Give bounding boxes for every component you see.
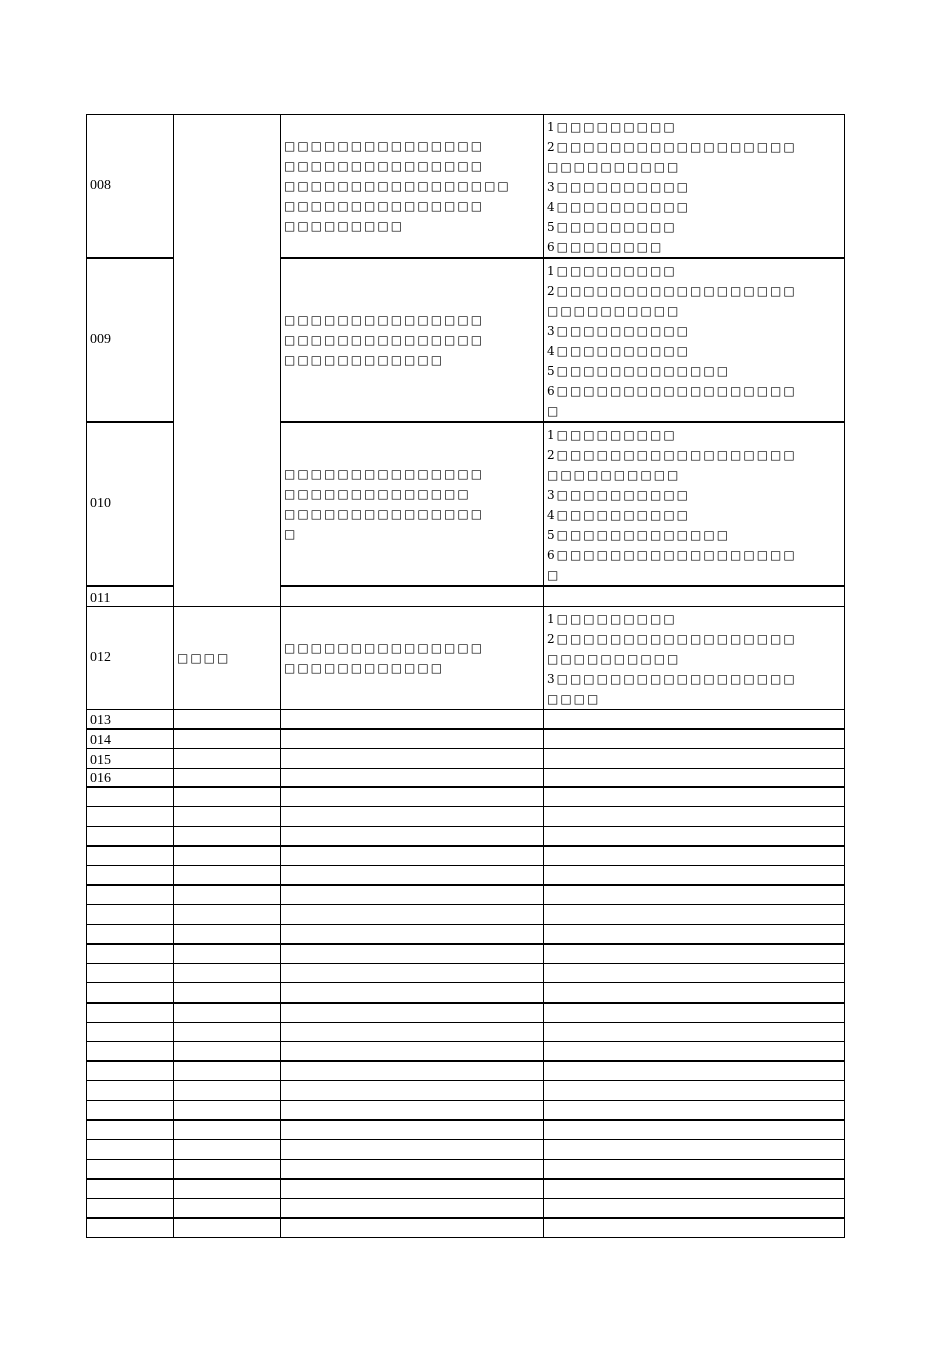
empty-cell xyxy=(174,846,281,866)
category-cell xyxy=(174,709,281,729)
step-line: □□□□□□□□□□ xyxy=(547,304,681,318)
description-line: □□□□□□□□□□□□□□□ xyxy=(284,199,485,213)
empty-cell xyxy=(544,1003,845,1023)
empty-cell xyxy=(174,1140,281,1160)
case-id-cell: 016 xyxy=(87,768,174,787)
description-line: □□□□□□□□□□□□□□□ xyxy=(284,640,485,655)
empty-table-row xyxy=(87,1081,845,1101)
empty-cell xyxy=(174,1179,281,1199)
description-cell xyxy=(281,115,544,259)
step-line: 4□□□□□□□□□□ xyxy=(547,508,691,522)
description-line: □□□□□□□□□ xyxy=(284,219,405,233)
empty-cell xyxy=(174,944,281,964)
empty-cell xyxy=(281,1022,544,1042)
description-cell xyxy=(281,748,544,768)
step-line: □□□□□□□□□□ xyxy=(547,651,681,666)
table-row xyxy=(87,115,845,259)
empty-table-row xyxy=(87,1042,845,1062)
description-cell xyxy=(281,258,544,422)
step-line: 4□□□□□□□□□□ xyxy=(547,200,691,214)
table-body xyxy=(87,115,845,1238)
step-line: 5□□□□□□□□□ xyxy=(547,220,677,234)
description-line: □ xyxy=(284,527,298,541)
step-line: □ xyxy=(547,404,561,418)
step-line: 2□□□□□□□□□□□□□□□□□□ xyxy=(547,284,797,298)
step-line: 1□□□□□□□□□ xyxy=(547,428,677,442)
category-merged-cell xyxy=(174,115,281,607)
empty-cell xyxy=(544,1120,845,1140)
description-cell xyxy=(281,709,544,729)
empty-cell xyxy=(544,1042,845,1062)
empty-table-row xyxy=(87,865,845,885)
step-line: 1□□□□□□□□□ xyxy=(547,611,677,626)
description-line: □□□□□□□□□□□□□□□□□ xyxy=(284,179,511,193)
empty-cell xyxy=(87,1061,174,1081)
empty-cell xyxy=(174,1101,281,1121)
empty-cell xyxy=(174,905,281,925)
steps-cell xyxy=(544,586,845,606)
empty-cell xyxy=(544,1198,845,1218)
empty-table-row xyxy=(87,826,845,846)
empty-cell xyxy=(281,1061,544,1081)
empty-table-row xyxy=(87,787,845,807)
empty-cell xyxy=(281,1120,544,1140)
empty-table-row xyxy=(87,846,845,866)
category-cell xyxy=(174,768,281,787)
empty-table-row xyxy=(87,885,845,905)
empty-table-row xyxy=(87,1140,845,1160)
empty-cell xyxy=(281,1003,544,1023)
empty-table-row xyxy=(87,1061,845,1081)
step-line: 4□□□□□□□□□□ xyxy=(547,344,691,358)
steps-cell xyxy=(544,115,845,259)
empty-cell xyxy=(281,1042,544,1062)
empty-cell xyxy=(87,944,174,964)
empty-cell xyxy=(544,944,845,964)
case-id-cell: 009 xyxy=(87,258,174,422)
step-line: 3□□□□□□□□□□ xyxy=(547,488,691,502)
empty-cell xyxy=(87,1198,174,1218)
description-line: □□□□□□□□□□□□□□□ xyxy=(284,507,485,521)
empty-cell xyxy=(174,1022,281,1042)
test-case-table xyxy=(86,114,845,1238)
empty-cell xyxy=(87,1218,174,1238)
step-line: 6□□□□□□□□□□□□□□□□□□ xyxy=(547,384,797,398)
empty-cell xyxy=(544,787,845,807)
empty-cell xyxy=(87,846,174,866)
empty-cell xyxy=(281,807,544,827)
case-id-cell: 010 xyxy=(87,422,174,586)
case-id-cell: 012 xyxy=(87,606,174,709)
table-row xyxy=(87,768,845,787)
table-row xyxy=(87,729,845,748)
empty-cell xyxy=(544,1081,845,1101)
step-line: 2□□□□□□□□□□□□□□□□□□ xyxy=(547,631,797,646)
description-cell xyxy=(281,606,544,709)
case-id-cell: 008 xyxy=(87,115,174,259)
step-line: 2□□□□□□□□□□□□□□□□□□ xyxy=(547,140,797,154)
empty-table-row xyxy=(87,924,845,944)
step-line: 3□□□□□□□□□□ xyxy=(547,180,691,194)
empty-cell xyxy=(87,1179,174,1199)
empty-cell xyxy=(544,1179,845,1199)
category-cell xyxy=(174,748,281,768)
empty-cell xyxy=(174,1081,281,1101)
empty-cell xyxy=(281,944,544,964)
empty-cell xyxy=(544,1022,845,1042)
case-id-cell: 013 xyxy=(87,709,174,729)
step-line: 1□□□□□□□□□ xyxy=(547,120,677,134)
table-row xyxy=(87,709,845,729)
step-line: □□□□ xyxy=(547,691,601,706)
empty-table-row xyxy=(87,1003,845,1023)
empty-cell xyxy=(87,924,174,944)
empty-cell xyxy=(174,1042,281,1062)
description-cell xyxy=(281,586,544,606)
description-line: □□□□□□□□□□□□□□□ xyxy=(284,159,485,173)
step-line: 6□□□□□□□□□□□□□□□□□□ xyxy=(547,548,797,562)
step-line: 1□□□□□□□□□ xyxy=(547,264,677,278)
steps-cell xyxy=(544,258,845,422)
description-line: □□□□□□□□□□□□□□□ xyxy=(284,467,485,481)
description-line: □□□□□□□□□□□□□□□ xyxy=(284,139,485,153)
steps-cell xyxy=(544,709,845,729)
steps-cell xyxy=(544,606,845,709)
empty-cell xyxy=(87,905,174,925)
empty-table-row xyxy=(87,963,845,983)
empty-cell xyxy=(281,924,544,944)
empty-cell xyxy=(544,1159,845,1179)
empty-cell xyxy=(281,885,544,905)
empty-cell xyxy=(544,1218,845,1238)
step-line: 6□□□□□□□□ xyxy=(547,240,664,254)
empty-cell xyxy=(174,924,281,944)
empty-table-row xyxy=(87,1159,845,1179)
empty-cell xyxy=(281,846,544,866)
empty-table-row xyxy=(87,1022,845,1042)
empty-table-row xyxy=(87,983,845,1003)
empty-cell xyxy=(174,983,281,1003)
empty-cell xyxy=(544,1061,845,1081)
empty-cell xyxy=(544,826,845,846)
description-line: □□□□□□□□□□□□ xyxy=(284,353,445,367)
empty-table-row xyxy=(87,944,845,964)
empty-cell xyxy=(281,787,544,807)
step-line: 2□□□□□□□□□□□□□□□□□□ xyxy=(547,448,797,462)
empty-cell xyxy=(87,885,174,905)
empty-cell xyxy=(87,787,174,807)
empty-cell xyxy=(281,1218,544,1238)
empty-cell xyxy=(87,1159,174,1179)
empty-cell xyxy=(281,963,544,983)
empty-cell xyxy=(544,1101,845,1121)
description-line: □□□□□□□□□□□□□□□ xyxy=(284,333,485,347)
empty-cell xyxy=(281,1198,544,1218)
empty-cell xyxy=(281,1081,544,1101)
step-line: □ xyxy=(547,568,561,582)
empty-table-row xyxy=(87,1198,845,1218)
empty-cell xyxy=(87,807,174,827)
empty-cell xyxy=(174,1120,281,1140)
empty-table-row xyxy=(87,1179,845,1199)
empty-table-row xyxy=(87,1101,845,1121)
description-cell xyxy=(281,768,544,787)
empty-cell xyxy=(281,905,544,925)
step-line: 3□□□□□□□□□□□□□□□□□□ xyxy=(547,671,797,686)
empty-cell xyxy=(174,1218,281,1238)
empty-cell xyxy=(87,1003,174,1023)
steps-cell xyxy=(544,748,845,768)
description-cell xyxy=(281,729,544,748)
description-line: □□□□□□□□□□□□□□ xyxy=(284,487,471,501)
empty-cell xyxy=(281,1159,544,1179)
empty-cell xyxy=(174,826,281,846)
empty-table-row xyxy=(87,1218,845,1238)
step-line: □□□□□□□□□□ xyxy=(547,468,681,482)
empty-cell xyxy=(174,1003,281,1023)
category-cell xyxy=(174,729,281,748)
description-cell xyxy=(281,422,544,586)
table-row xyxy=(87,748,845,768)
empty-cell xyxy=(174,787,281,807)
empty-cell xyxy=(87,983,174,1003)
empty-cell xyxy=(544,865,845,885)
step-line: 3□□□□□□□□□□ xyxy=(547,324,691,338)
empty-cell xyxy=(174,885,281,905)
empty-cell xyxy=(544,924,845,944)
empty-cell xyxy=(87,1081,174,1101)
step-line: □□□□□□□□□□ xyxy=(547,160,681,174)
empty-cell xyxy=(87,963,174,983)
empty-cell xyxy=(281,1179,544,1199)
empty-cell xyxy=(544,963,845,983)
empty-cell xyxy=(281,826,544,846)
case-id-cell: 015 xyxy=(87,748,174,768)
empty-cell xyxy=(87,1042,174,1062)
empty-cell xyxy=(87,826,174,846)
empty-cell xyxy=(87,1022,174,1042)
empty-cell xyxy=(87,1101,174,1121)
step-line: 5□□□□□□□□□□□□□ xyxy=(547,528,731,542)
empty-cell xyxy=(174,865,281,885)
empty-cell xyxy=(281,1101,544,1121)
steps-cell xyxy=(544,729,845,748)
steps-cell xyxy=(544,768,845,787)
empty-cell xyxy=(174,963,281,983)
empty-cell xyxy=(544,1140,845,1160)
empty-cell xyxy=(174,807,281,827)
category-cell: □□□□ xyxy=(174,606,281,709)
empty-cell xyxy=(87,1120,174,1140)
empty-table-row xyxy=(87,1120,845,1140)
steps-cell xyxy=(544,422,845,586)
step-line: 5□□□□□□□□□□□□□ xyxy=(547,364,731,378)
empty-cell xyxy=(87,865,174,885)
empty-cell xyxy=(544,983,845,1003)
empty-table-row xyxy=(87,905,845,925)
empty-cell xyxy=(174,1198,281,1218)
empty-cell xyxy=(544,905,845,925)
empty-cell xyxy=(544,807,845,827)
description-line: □□□□□□□□□□□□□□□ xyxy=(284,313,485,327)
empty-cell xyxy=(281,983,544,1003)
empty-cell xyxy=(544,885,845,905)
empty-cell xyxy=(174,1061,281,1081)
empty-cell xyxy=(281,1140,544,1160)
case-id-cell: 011 xyxy=(87,586,174,606)
empty-cell xyxy=(87,1140,174,1160)
table-row xyxy=(87,606,845,709)
empty-cell xyxy=(544,846,845,866)
empty-table-row xyxy=(87,807,845,827)
description-line: □□□□□□□□□□□□ xyxy=(284,660,445,675)
case-id-cell: 014 xyxy=(87,729,174,748)
empty-cell xyxy=(174,1159,281,1179)
empty-cell xyxy=(281,865,544,885)
